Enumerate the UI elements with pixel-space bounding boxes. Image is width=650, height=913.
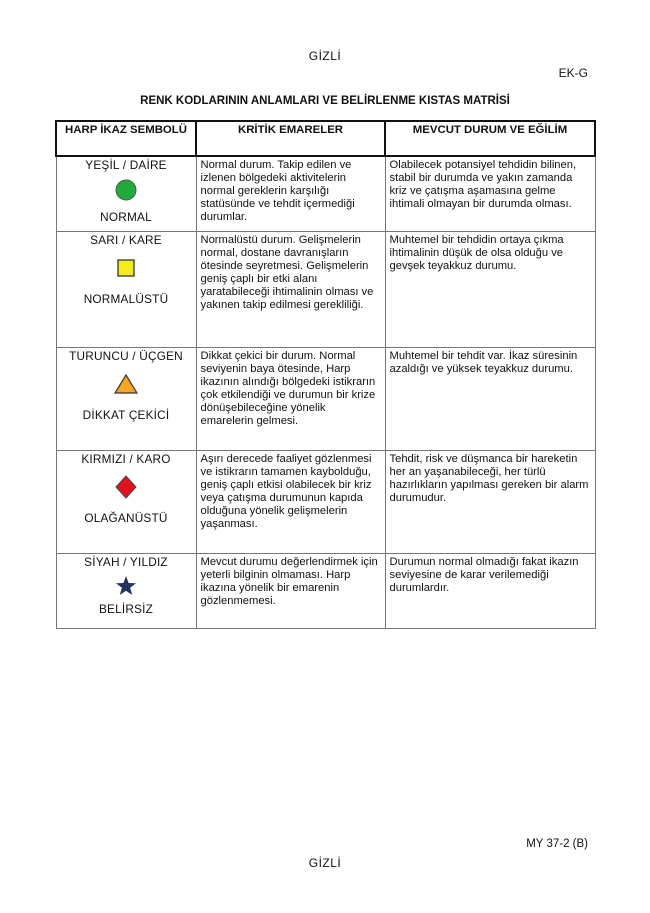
symbol-name: TURUNCU / ÜÇGEN — [69, 348, 183, 363]
orange-triangle-icon — [113, 373, 139, 395]
symbol-name: SİYAH / YILDIZ — [84, 554, 168, 569]
symbol-cell — [56, 553, 196, 628]
symbol-name: YEŞİL / DAİRE — [85, 158, 167, 172]
red-diamond-icon — [114, 474, 138, 500]
header-warning-symbol: HARP İKAZ SEMBOLÜ — [56, 121, 196, 156]
indicators-cell — [196, 347, 385, 450]
yellow-square-icon — [115, 257, 137, 279]
indicators-cell — [196, 553, 385, 628]
trend-text: Durumun normal olmadığı fakat ikazın seviyesine de karar verilemediği durumlardır. — [389, 555, 579, 594]
symbol-cell — [56, 231, 196, 347]
indicators-text: Normalüstü durum. Gelişmelerin normal, dostane davranışların ötesinde seyretmesi. Gelişmelerin geniş çaplı bir etki alanı yaratabileceği ihtimalinin olması ve yakınen takip edilmesi gerekliliği. — [200, 233, 374, 311]
table-row — [56, 553, 595, 628]
symbol-name: SARI / KARE — [90, 232, 162, 247]
table-row — [56, 347, 595, 450]
trend-text: Tehdit, risk ve düşmanca bir hareketin her an yaşanabileceği, her türlü hazırlıkların yapılması gereken bir alarm durumudur. — [389, 452, 589, 504]
symbol-name: KIRMIZI / KARO — [81, 451, 171, 466]
green-circle-icon — [114, 178, 138, 202]
navy-star-icon — [115, 575, 137, 597]
warning-level: OLAĞANÜSTÜ — [84, 510, 168, 525]
trend-cell — [385, 450, 595, 553]
table-row — [56, 231, 595, 347]
indicators-text: Mevcut durumu değerlendirmek için yeterli bilginin olmaması. Harp ikazına yönelik bir emarenin gözlenmemesi. — [200, 555, 378, 607]
annex-label: EK-G — [558, 66, 588, 80]
color-code-matrix-table — [55, 120, 596, 629]
warning-level: NORMALÜSTÜ — [83, 291, 169, 306]
header-critical-indicators: KRİTİK EMARELER — [196, 121, 385, 156]
indicators-text: Dikkat çekici bir durum. Normal seviyenin baya ötesinde, Harp ikazının alındığı bölgedeki istikrarın çok etkilendiği ve durumun bir krize dönüşebileceğine yönelik emarelerin gelmesi. — [200, 349, 376, 427]
symbol-cell — [56, 347, 196, 450]
warning-level: BELİRSİZ — [98, 601, 154, 616]
indicators-cell — [196, 231, 385, 347]
warning-level: DİKKAT ÇEKİCİ — [82, 407, 170, 422]
document-code: MY 37-2 (B) — [526, 838, 588, 850]
document-title: RENK KODLARININ ANLAMLARI VE BELİRLENME KISTAS MATRİSİ — [140, 95, 510, 107]
trend-text: Olabilecek potansiyel tehdidin bilinen, stabil bir durumda ve yakın zamanda kriz ve çatışma aşamasına gelme ihtimali olmayan bir durumda olması. — [389, 159, 577, 210]
header-current-status-trend: MEVCUT DURUM VE EĞİLİM — [385, 121, 595, 156]
table-row — [56, 450, 595, 553]
classification-bottom: GİZLİ — [308, 856, 342, 870]
trend-text: Muhtemel bir tehdidin ortaya çıkma ihtimalinin düşük de olsa olduğu ve gevşek teyakkuz durumu. — [389, 233, 564, 272]
trend-cell — [385, 347, 595, 450]
indicators-text: Normal durum. Takip edilen ve izlenen bölgedeki aktivitelerin normal gereklerin karşılığı statüsünde ve tehdit içermediği durumlar. — [200, 159, 355, 223]
table-row — [56, 156, 595, 231]
trend-text: Muhtemel bir tehdit var. İkaz süresinin azaldığı ve yüksek teyakkuz durumu. — [389, 349, 578, 375]
table-header-row — [56, 121, 595, 156]
symbol-cell — [56, 450, 196, 553]
indicators-cell — [196, 450, 385, 553]
indicators-cell — [196, 156, 385, 231]
classification-top: GİZLİ — [308, 49, 342, 63]
trend-cell — [385, 553, 595, 628]
indicators-text: Aşırı derecede faaliyet gözlenmesi ve istikrarın tamamen kaybolduğu, geniş çaplı etkisi olabilecek bir kriz veya çatışma durumunun kapıda olduğuna yönelik gelişmelerin yaşanması. — [200, 452, 372, 530]
trend-cell — [385, 156, 595, 231]
symbol-cell — [56, 156, 196, 231]
warning-level: NORMAL — [100, 210, 152, 224]
trend-cell — [385, 231, 595, 347]
